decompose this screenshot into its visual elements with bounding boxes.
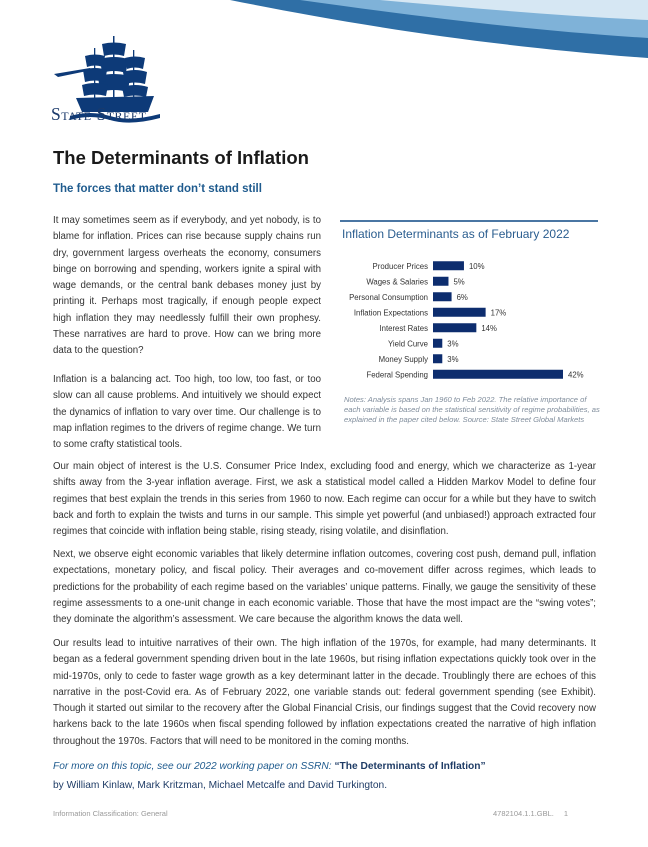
category-label: Wages & Salaries bbox=[366, 277, 428, 287]
category-label: Interest Rates bbox=[379, 323, 428, 333]
bar bbox=[433, 339, 442, 348]
paragraph-variables: Next, we observe eight economic variables that likely determine inflation outcomes, covering cost push, demand pull, inflation expectations, monetary policy, and fiscal policy. Their averages and co-movement differ across regimes, which leads to predictions for the probability of each regime based on the variables’ unique patterns. Finally, we gauge the sensitivity of these regime assessments to a one-unit change in each economic variable. Those that have the most impact are the “swing votes”; they dominate the algorithm’s assessment. We care because the algorithm knows the data well. bbox=[53, 549, 596, 626]
category-label: Money Supply bbox=[378, 354, 428, 364]
category-label: Federal Spending bbox=[366, 370, 428, 380]
category-label: Yield Curve bbox=[387, 339, 428, 349]
value-label: 14% bbox=[481, 323, 497, 333]
chart-title: Inflation Determinants as of February 2022 bbox=[342, 227, 570, 241]
category-label: Personal Consumption bbox=[349, 292, 428, 302]
further-reading-line bbox=[53, 761, 486, 772]
value-label: 3% bbox=[447, 354, 459, 364]
category-label: Inflation Expectations bbox=[353, 308, 428, 318]
inflation-determinants-bar-chart bbox=[340, 252, 598, 384]
chart-top-rule bbox=[340, 220, 598, 222]
value-label: 10% bbox=[468, 261, 485, 271]
bar bbox=[433, 308, 486, 317]
paragraph-intro: It may sometimes seem as if everybody, and yet nobody, is to blame for inflation. Prices can rise because supply chains run dry, government largess overheats the economy, consumers binge on borrowing and spending, workers ignite a spiral with wage demands, or the central bank debases money just by printing it. Perhaps most tragically, if enough people expect high inflation they may needlessly fulfill their own prophesy. These narratives are hard to prove. How can we bring more data to the question? bbox=[53, 215, 321, 357]
paragraph-methodology: Our main object of interest is the U.S. Consumer Price Index, excluding food and energy, which we characterize as 1-year shifts away from the 3-year inflation average. First, we ask a statistical model called a Hidden Markov Model to define four regimes that best explain the trends in this series from 1960 to now. Each regime can occur for a while but they have to switch back and forth to explain the twists and turns in our sample. This simple yet powerful (and unbiased!) approach extracted four regimes that coincide with inflation being stable, rising steady, rising volatile, and disinflation. bbox=[53, 461, 596, 538]
bar bbox=[433, 292, 452, 301]
page-number: 1 bbox=[563, 809, 569, 818]
state-street-wordmark: State Street bbox=[51, 104, 147, 124]
chart-notes: Notes: Analysis spans Jan 1960 to Feb 2022. The relative importance of each variable is based on the statistical sensitivity of regime probabilities, as explained in the paper cited below. Source: State Street Global Markets bbox=[344, 395, 600, 424]
information-classification: Information Classification: General bbox=[53, 809, 168, 818]
bar bbox=[433, 354, 442, 363]
paper-title-link[interactable]: “The Determinants of Inflation” bbox=[334, 761, 486, 772]
footer-right bbox=[493, 809, 568, 818]
category-label: Producer Prices bbox=[372, 261, 428, 271]
value-label: 5% bbox=[453, 277, 465, 287]
paragraph-balancing-act: Inflation is a balancing act. Too high, too low, too fast, or too slow can all cause problems. And intuitively we should expect the dynamics of inflation to vary over time. Our challenge is to map inflation regimes to the drivers of regime change. We turn to some crafty statistical tools. bbox=[53, 374, 321, 451]
bar bbox=[433, 277, 448, 286]
bar bbox=[433, 323, 476, 332]
page-subtitle: The forces that matter don’t stand still bbox=[53, 183, 262, 195]
paragraph-results: Our results lead to intuitive narratives of their own. The high inflation of the 1970s, for example, had many determinants. It began as a federal government spending driven bout in the late 1960s, but rising inflation expectations quickly took over in the mid-1970s, only to cede to faster wage growth as a key determinant latter in the decade. Troublingly there are echoes of this narrative in the post-Covid era. As of February 2022, one variable stands out: federal government spending (see Exhibit). Though it started out similar to the recovery after the Global Financial Crisis, our findings suggest that the Covid recovery now harkens back to the late 1960s when fiscal spending followed by inflation expectations created the narrative of high inflation throughout the 1970s. Factors that will need to be monitored in the coming months. bbox=[53, 638, 596, 747]
value-label: 3% bbox=[447, 339, 459, 349]
value-label: 6% bbox=[456, 292, 468, 302]
bar bbox=[433, 261, 464, 270]
value-label: 17% bbox=[490, 308, 507, 318]
value-label: 42% bbox=[568, 370, 584, 380]
bar bbox=[433, 370, 563, 379]
page-title: The Determinants of Inflation bbox=[53, 147, 309, 168]
further-reading-prefix: For more on this topic, see our 2022 working paper on SSRN: bbox=[53, 761, 335, 772]
authors-line: by William Kinlaw, Mark Kritzman, Michael Metcalfe and David Turkington. bbox=[53, 780, 388, 791]
document-id: 4782104.1.1.GBL. bbox=[493, 809, 554, 818]
